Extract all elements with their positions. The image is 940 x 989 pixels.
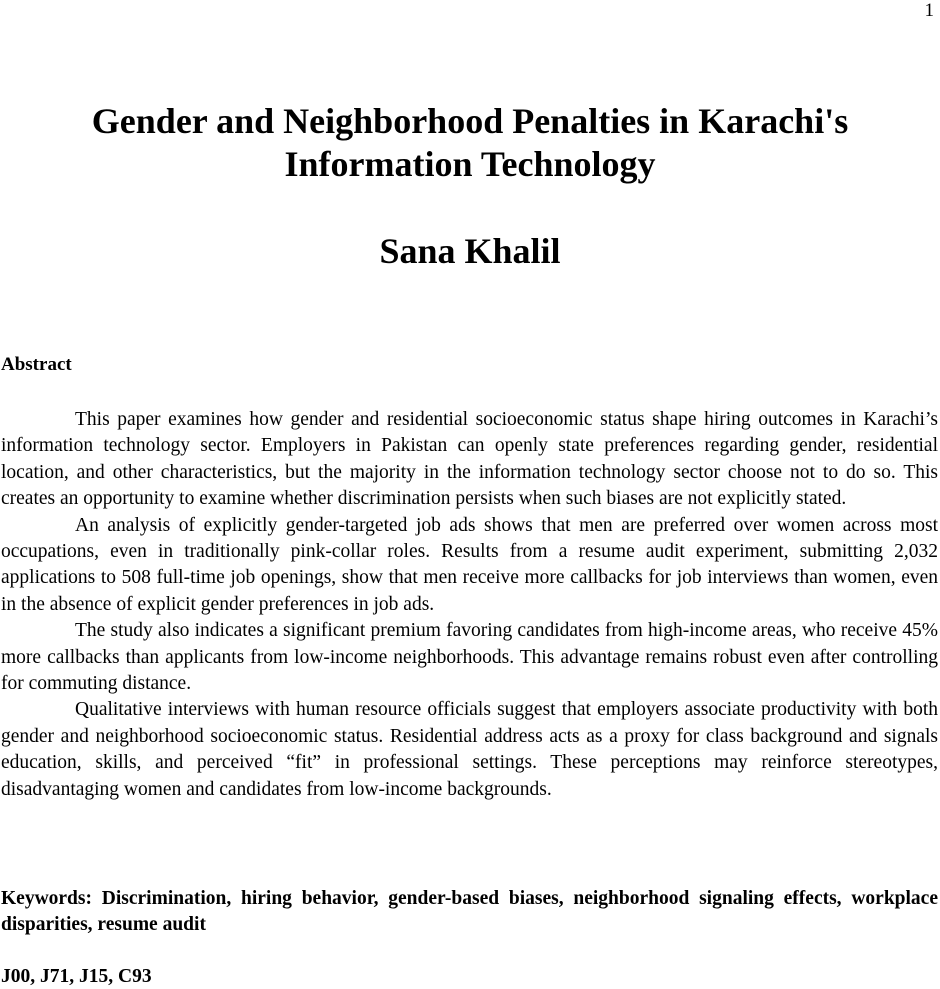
abstract-paragraph-1: This paper examines how gender and residential socioeconomic status shape hiring outcomes in Karachi’s information technology sector. Employers in Pakistan can openly state preferences regarding gender, residential location, and other characteristics, but the majority in the information technology sector choose not to do so. This creates an opportunity to examine whether discrimination persists when such biases are not explicitly stated.: [1, 409, 938, 510]
title-line-2: Information Technology: [284, 144, 656, 184]
abstract-paragraph-3: The study also indicates a significant premium favoring candidates from high-income areas, who receive 45% more callbacks than applicants from low-income neighborhoods. This advantage remains robust even after controlling for commuting distance.: [1, 620, 938, 695]
author-name: Sana Khalil: [379, 231, 561, 271]
abstract-heading: Abstract: [1, 354, 72, 375]
title-line-1: Gender and Neighborhood Penalties in Karachi's: [91, 101, 849, 141]
paper-title: [0, 100, 940, 186]
abstract-body: [1, 407, 938, 803]
keywords: Keywords: Discrimination, hiring behavior, gender-based biases, neighborhood signaling effects, workplace disparities, resume audit: [1, 888, 938, 936]
page-number: 1: [924, 0, 934, 21]
jel-codes: J00, J71, J15, C93: [1, 966, 152, 987]
abstract-paragraph-4: Qualitative interviews with human resource officials suggest that employers associate productivity with both gender and neighborhood socioeconomic status. Residential address acts as a proxy for class background and signals education, skills, and perceived “fit” in professional settings. These perceptions may reinforce stereotypes, disadvantaging women and candidates from low-income backgrounds.: [1, 699, 938, 800]
abstract-paragraph-2: An analysis of explicitly gender-targeted job ads shows that men are preferred over women across most occupations, even in traditionally pink-collar roles. Results from a resume audit experiment, submitting 2,032 applications to 508 full-time job openings, show that men receive more callbacks for job interviews than women, even in the absence of explicit gender preferences in job ads.: [1, 514, 938, 615]
